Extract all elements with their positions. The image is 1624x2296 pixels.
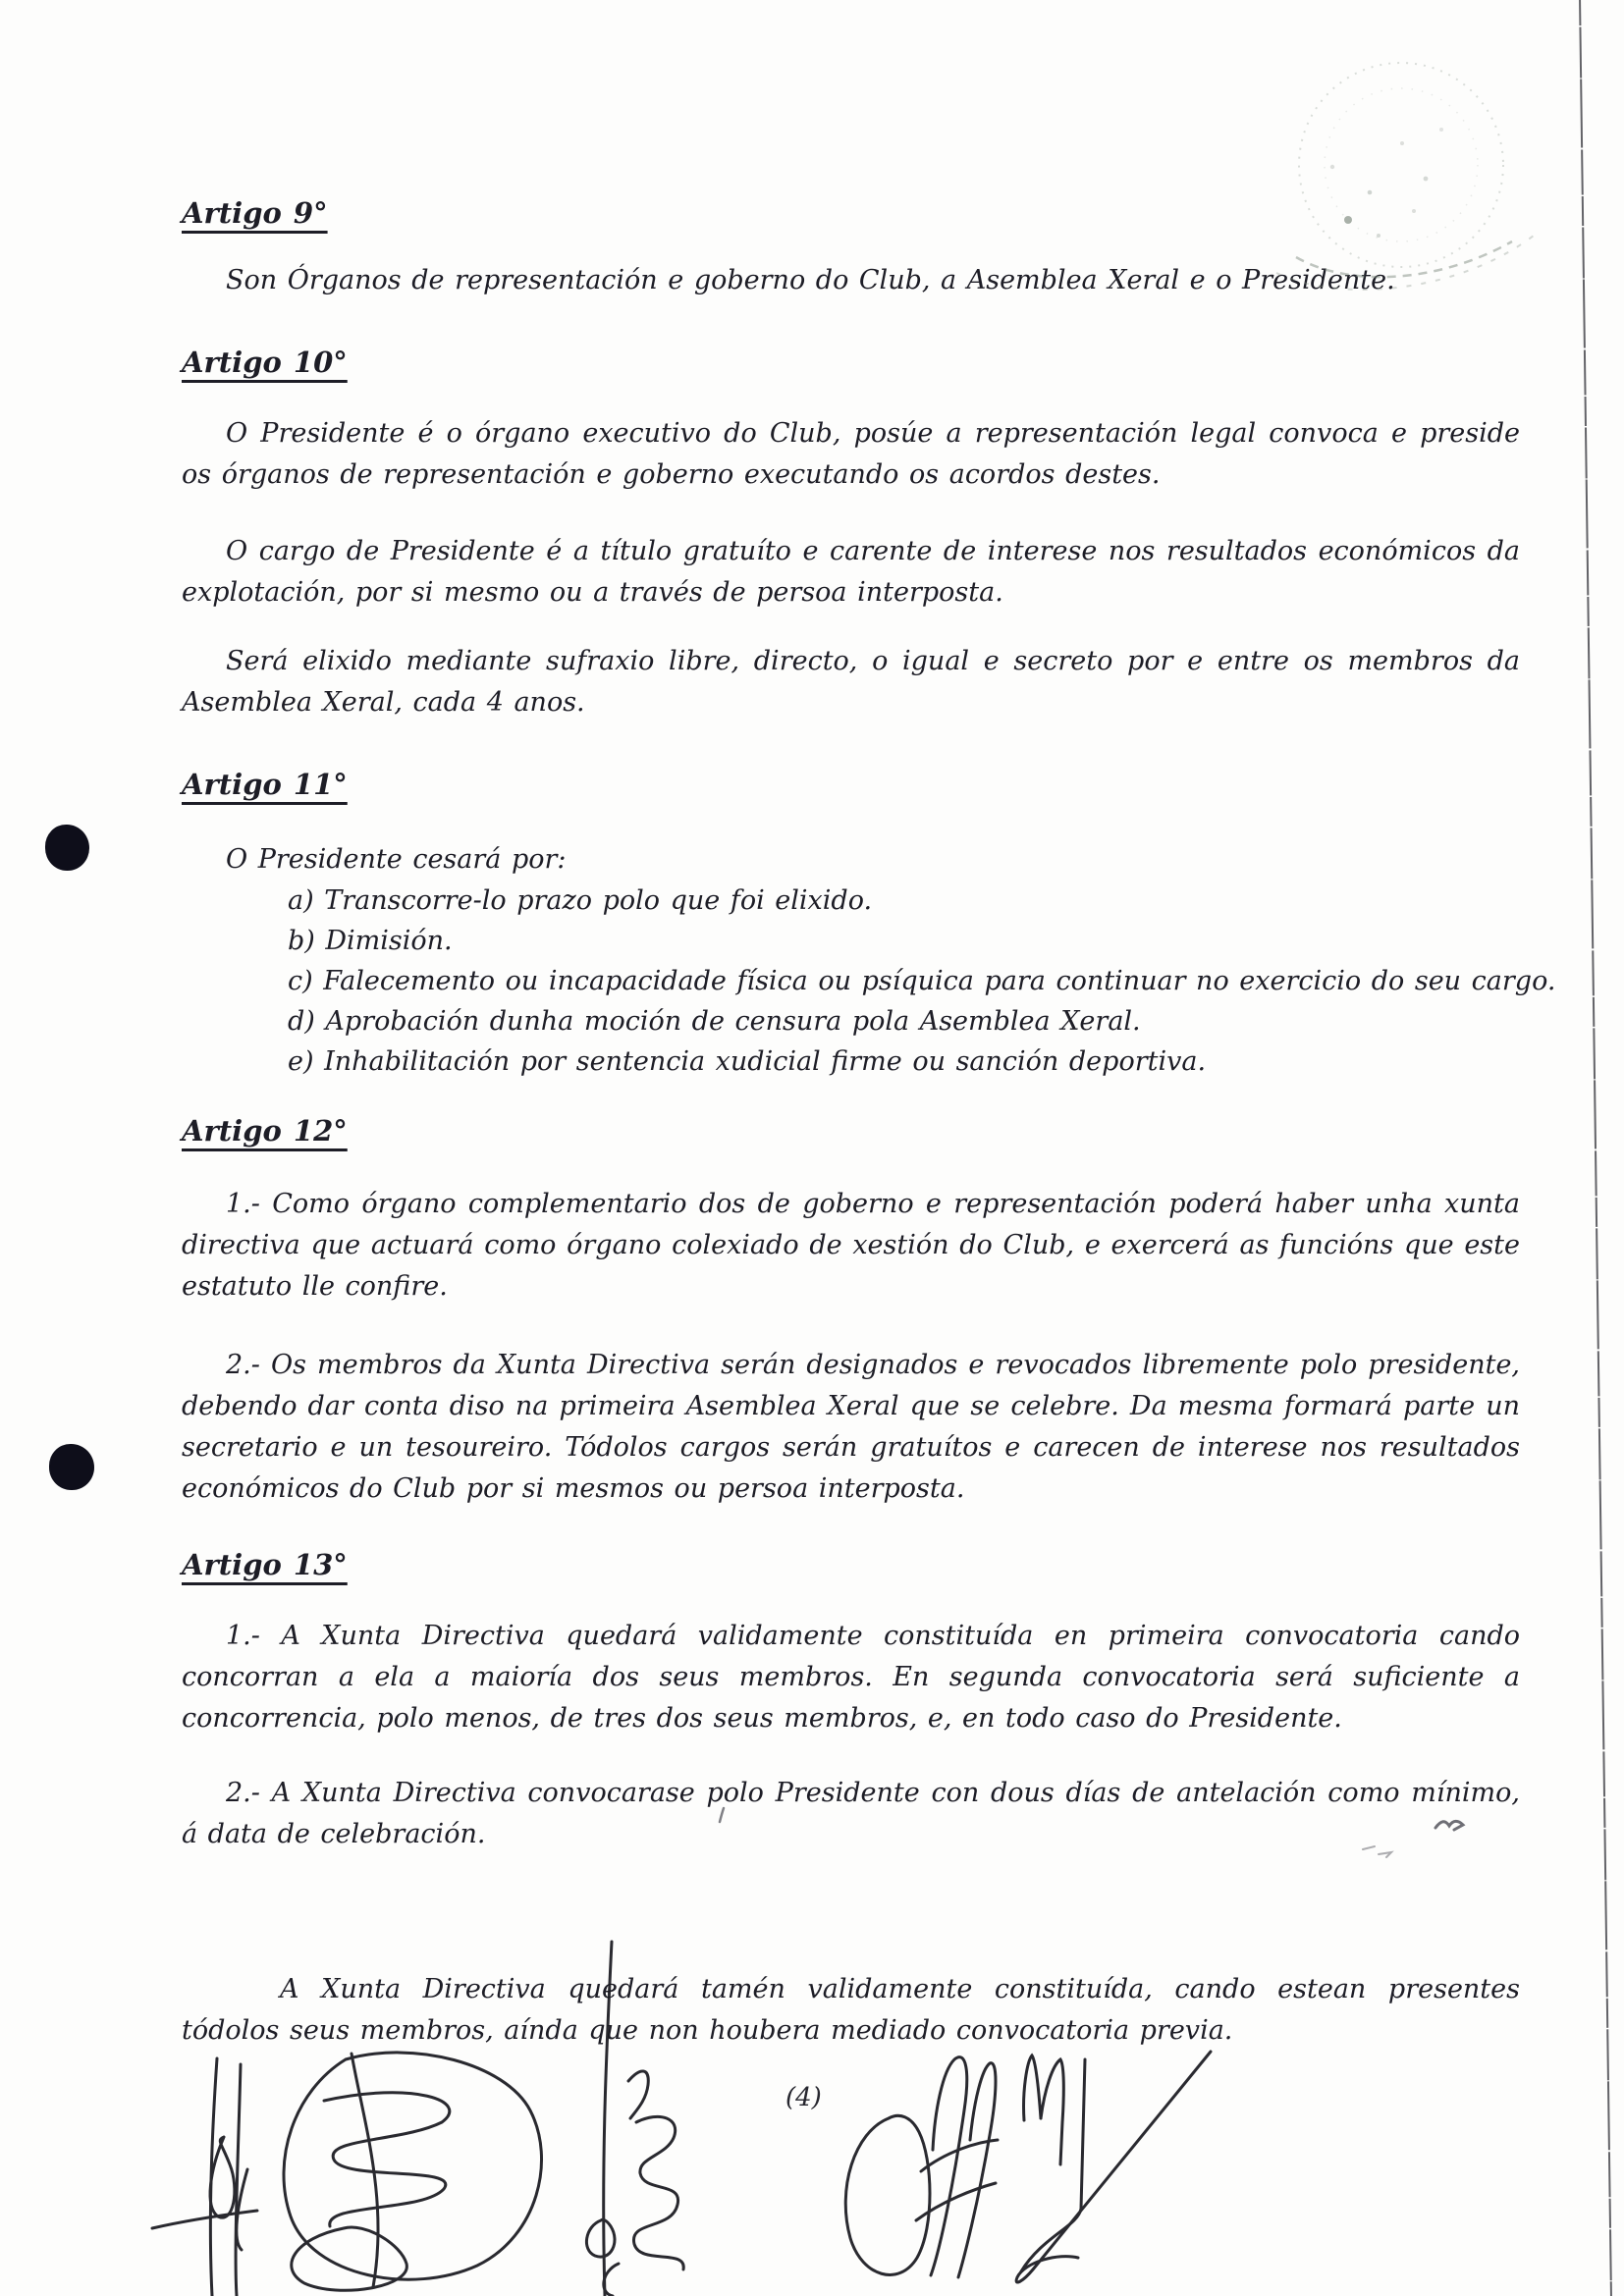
paragraph: O Presidente é o órgano executivo do Club, posúe a representación legal convoca e preside os órganos de representación e goberno executando os acordos destes. xyxy=(182,418,1520,490)
paragraph: 1.- A Xunta Directiva quedará validamente constituída en primeira convocatoria cando concorran a ela a maioría dos seus membros. En segunda convocatoria será suficiente a concorrencia, polo menos, de tres dos seus membros, e, en todo caso do Presidente. xyxy=(182,1621,1520,1734)
page-edge-line xyxy=(1580,0,1611,2296)
hole-punch-mark xyxy=(49,1444,94,1490)
article-heading: Artigo 9° xyxy=(182,196,328,230)
signature-3 xyxy=(845,2057,998,2277)
list-item: c) Falecemento ou incapacidade física ou psíquica para continuar no exercicio do seu cargo. xyxy=(288,966,1556,996)
article-heading: Artigo 10° xyxy=(182,346,348,379)
list-item: d) Aprobación dunha moción de censura pola Asemblea Xeral. xyxy=(288,1006,1141,1037)
paragraph: 2.- A Xunta Directiva convocarase polo Presidente con dous días de antelación como mínimo, á data de celebración. xyxy=(182,1778,1520,1849)
list-item: b) Dimisión. xyxy=(288,926,453,956)
article-heading: Artigo 12° xyxy=(182,1114,348,1148)
paragraph: A Xunta Directiva quedará tamén validamente constituída, cando estean presentes tódolos seus membros, aínda que non houbera mediado convocatoria previa. xyxy=(182,1974,1520,2046)
hole-punch-mark xyxy=(45,825,89,871)
paragraph: 2.- Os membros da Xunta Directiva serán designados e revocados libremente polo presidente, debendo dar conta diso na primeira Asemblea Xeral que se celebre. Da mesma formará parte un secretario e un tesoureiro. Tódolos cargos serán gratuítos e carecen de interese nos resultados económicos do Club por si mesmos ou persoa interposta. xyxy=(182,1350,1520,1504)
page-number: (4) xyxy=(785,2083,822,2112)
paragraph: O cargo de Presidente é a título gratuíto e carente de interese nos resultados económicos da explotación, por si mesmo ou a través de persoa interposta. xyxy=(182,536,1520,608)
paragraph: Son Órganos de representación e goberno do Club, a Asemblea Xeral e o Presidente. xyxy=(226,265,1395,295)
signature-1 xyxy=(152,2053,542,2296)
statute-text-block xyxy=(182,0,1556,2052)
paragraph: O Presidente cesará por: xyxy=(226,844,567,875)
article-heading: Artigo 13° xyxy=(182,1548,348,1581)
article-heading: Artigo 11° xyxy=(182,768,348,801)
paragraph: Será elixido mediante sufraxio libre, directo, o igual e secreto por e entre os membros da Asemblea Xeral, cada 4 anos. xyxy=(182,646,1520,718)
list-item: e) Inhabilitación por sentencia xudicial firme ou sanción deportiva. xyxy=(288,1046,1207,1077)
paragraph: 1.- Como órgano complementario dos de goberno e representación poderá haber unha xunta directiva que actuará como órgano colexiado de xestión do Club, e exercerá as funcións que este estatuto lle confire. xyxy=(182,1189,1520,1302)
list-item: a) Transcorre-lo prazo polo que foi elixido. xyxy=(288,885,873,916)
cessation-cause-list xyxy=(182,881,1556,1082)
signature-4 xyxy=(1016,2052,1211,2282)
